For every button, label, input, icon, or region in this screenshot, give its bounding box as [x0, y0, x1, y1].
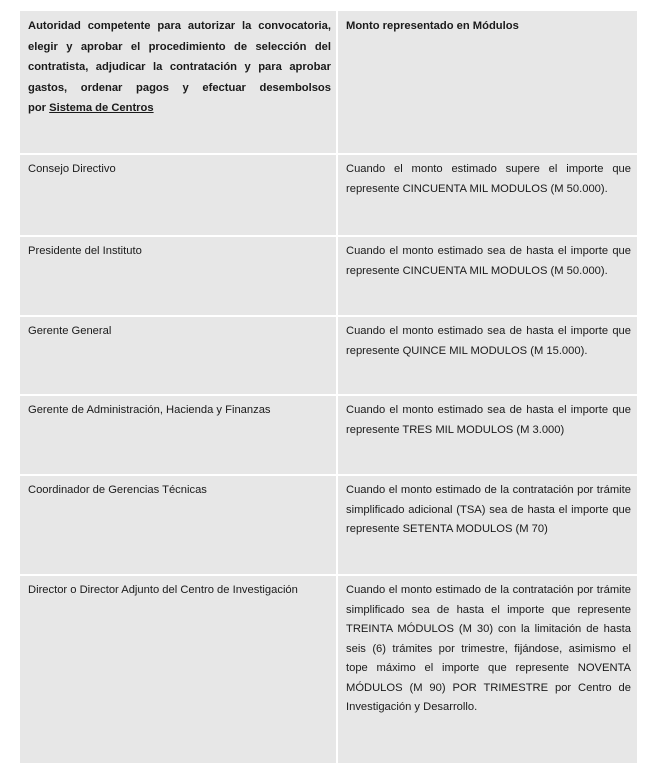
amount-cell: Cuando el monto estimado sea de hasta el importe que represente QUINCE MIL MODULOS (M 15.000). — [336, 317, 637, 394]
table-row — [20, 476, 637, 574]
amount-cell: Cuando el monto estimado sea de hasta el importe que represente TRES MIL MODULOS (M 3.000) — [336, 396, 637, 474]
header-authority: Autoridad competente para autorizar la convocatoria, elegir y aprobar el procedimiento de selección del contratista, adjudicar la contratación y para aprobar gastos, ordenar pagos y efectuar desembolsos por Sistema de Centros — [28, 20, 331, 114]
authority-cell: Director o Director Adjunto del Centro de Investigación — [28, 584, 298, 596]
amount-cell: Cuando el monto estimado de la contratación por trámite simplificado adicional (TSA) sea de hasta el importe que represente SETENTA MODULOS (M 70) — [336, 476, 637, 574]
amount-cell: Cuando el monto estimado supere el importe que represente CINCUENTA MIL MODULOS (M 50.000). — [336, 155, 637, 235]
table-header-row — [20, 11, 637, 153]
table-row — [20, 155, 637, 235]
table-row — [20, 396, 637, 474]
amount-cell: Cuando el monto estimado sea de hasta el importe que represente CINCUENTA MIL MODULOS (M 50.000). — [336, 237, 637, 315]
authority-cell: Coordinador de Gerencias Técnicas — [28, 484, 207, 496]
authority-cell: Consejo Directivo — [28, 163, 116, 175]
sistema-de-centros-link[interactable]: Sistema de Centros — [49, 102, 154, 114]
header-amount: Monto representado en Módulos — [336, 11, 637, 153]
table-row — [20, 317, 637, 394]
authority-cell: Presidente del Instituto — [28, 245, 142, 257]
amount-cell: Cuando el monto estimado de la contratación por trámite simplificado sea de hasta el importe que represente TREINTA MÓDULOS (M 30) con la limitación de hasta seis (6) trámites por trimestre, fijándose, asimismo el tope máximo el importe que represente NOVENTA MÓDULOS (M 90) POR TRIMESTRE por Centro de Investigación y Desarrollo. — [336, 576, 637, 763]
table-row — [20, 576, 637, 763]
table-row — [20, 237, 637, 315]
authority-cell: Gerente de Administración, Hacienda y Finanzas — [28, 404, 271, 416]
authority-cell: Gerente General — [28, 325, 112, 337]
authority-table — [20, 11, 637, 763]
